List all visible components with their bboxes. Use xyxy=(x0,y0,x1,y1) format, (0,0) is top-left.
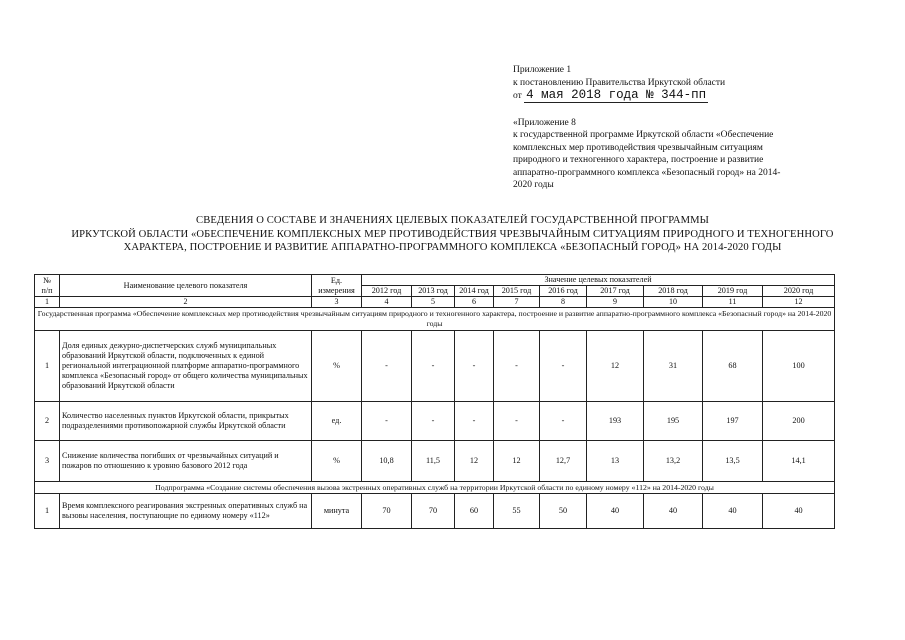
appendix-date-prefix: от xyxy=(513,91,522,101)
row-value: 13 xyxy=(587,441,644,482)
document-title-line: СВЕДЕНИЯ О СОСТАВЕ И ЗНАЧЕНИЯХ ЦЕЛЕВЫХ ПОКАЗАТЕЛЕЙ ГОСУДАРСТВЕННОЙ ПРОГРАММЫ xyxy=(196,215,709,226)
row-value: 40 xyxy=(587,494,644,529)
program-reference-line: к государственной программе Иркутской области «Обеспечение xyxy=(513,130,774,140)
row-value: - xyxy=(362,402,412,441)
column-number: 9 xyxy=(587,297,644,308)
row-value: - xyxy=(362,331,412,402)
row-value: 40 xyxy=(644,494,703,529)
column-number: 12 xyxy=(763,297,835,308)
row-value: - xyxy=(494,402,540,441)
row-value: 195 xyxy=(644,402,703,441)
column-number: 1 xyxy=(35,297,60,308)
section-title: Государственная программа «Обеспечение комплексных мер противодействия чрезвычайным ситуациям природного и техногенного характера, построение и развитие аппаратно-программного комплекса «Безопасный город» на 2014-2020 годы xyxy=(35,308,835,331)
appendix-line-1: Приложение 1 xyxy=(513,65,572,75)
column-number: 5 xyxy=(412,297,455,308)
row-name: Время комплексного реагирования экстренных оперативных служб на вызовы населения, поступающие по единому номеру «112» xyxy=(60,494,312,529)
row-value: 197 xyxy=(703,402,763,441)
row-value: - xyxy=(455,402,494,441)
indicators-table xyxy=(34,274,835,529)
header-year: 2012 год xyxy=(362,286,412,297)
row-value: - xyxy=(412,402,455,441)
column-number: 3 xyxy=(312,297,362,308)
table-row xyxy=(35,494,835,529)
program-reference-line: аппаратно-программного комплекса «Безопасный город» на 2014- xyxy=(513,167,781,178)
document-title-line: ИРКУТСКОЙ ОБЛАСТИ «ОБЕСПЕЧЕНИЕ КОМПЛЕКСНЫХ МЕР ПРОТИВОДЕЙСТВИЯ ЧРЕЗВЫЧАЙНЫМ СИТУАЦИЯМ ПРИРОДНОГО И ТЕХНОГЕННОГО xyxy=(71,228,834,240)
appendix-date-line xyxy=(513,89,843,103)
row-value: 100 xyxy=(763,331,835,402)
program-reference-line: природного и техногенного характера, построение и развитие xyxy=(513,155,764,165)
header-year: 2016 год xyxy=(540,286,587,297)
row-unit: ед. xyxy=(312,402,362,441)
header-year: 2015 год xyxy=(494,286,540,297)
row-value: 40 xyxy=(763,494,835,529)
section-title: Подпрограмма «Создание системы обеспечения вызова экстренных оперативных служб на территории Иркутской области по единому номеру «112» на 2014-2020 годы xyxy=(35,482,835,494)
header-year: 2019 год xyxy=(703,286,763,297)
row-value: 200 xyxy=(763,402,835,441)
row-value: 70 xyxy=(362,494,412,529)
row-value: - xyxy=(540,402,587,441)
row-value: 55 xyxy=(494,494,540,529)
table-row xyxy=(35,331,835,402)
row-num: 2 xyxy=(35,402,60,441)
row-value: 11,5 xyxy=(412,441,455,482)
row-num: 1 xyxy=(35,331,60,402)
appendix-line-2: к постановлению Правительства Иркутской области xyxy=(513,77,726,88)
header-year: 2014 год xyxy=(455,286,494,297)
row-value: 12 xyxy=(494,441,540,482)
program-reference-line: 2020 годы xyxy=(513,180,554,190)
row-name: Количество населенных пунктов Иркутской области, прикрытых подразделениями противопожарной службы Иркутской области xyxy=(60,402,312,441)
row-unit: минута xyxy=(312,494,362,529)
row-num: 1 xyxy=(35,494,60,529)
appendix-date-stamp: 4 мая 2018 года № 344-пп xyxy=(526,88,707,102)
document-title xyxy=(30,214,875,255)
header-year: 2017 год xyxy=(587,286,644,297)
row-name: Доля единых дежурно-диспетчерских служб муниципальных образований Иркутской области, подключенных к единой региональной интеграционной платформе аппаратно-программного комплекса «Безопасный город» от общего количества муниципальных образований Иркутской области xyxy=(60,331,312,402)
header-unit: Ед. измерения xyxy=(312,275,362,297)
row-value: - xyxy=(455,331,494,402)
header-year: 2018 год xyxy=(644,286,703,297)
row-value: 12 xyxy=(455,441,494,482)
row-value: - xyxy=(412,331,455,402)
row-value: 40 xyxy=(703,494,763,529)
row-value: 12,7 xyxy=(540,441,587,482)
table-row xyxy=(35,402,835,441)
row-num: 3 xyxy=(35,441,60,482)
row-value: 14,1 xyxy=(763,441,835,482)
row-value: - xyxy=(540,331,587,402)
column-number: 7 xyxy=(494,297,540,308)
row-value: 50 xyxy=(540,494,587,529)
row-unit: % xyxy=(312,331,362,402)
row-value: 68 xyxy=(703,331,763,402)
column-number: 11 xyxy=(703,297,763,308)
table-row xyxy=(35,441,835,482)
header-name: Наименование целевого показателя xyxy=(60,275,312,297)
header-year: 2020 год xyxy=(763,286,835,297)
column-number: 4 xyxy=(362,297,412,308)
row-unit: % xyxy=(312,441,362,482)
program-reference-line: «Приложение 8 xyxy=(513,117,576,128)
column-number: 10 xyxy=(644,297,703,308)
row-value: 12 xyxy=(587,331,644,402)
row-value: 13,5 xyxy=(703,441,763,482)
header-values-group: Значение целевых показателей xyxy=(362,275,835,286)
row-value: 60 xyxy=(455,494,494,529)
row-value: 10,8 xyxy=(362,441,412,482)
program-reference xyxy=(513,117,843,192)
row-value: 193 xyxy=(587,402,644,441)
row-value: 70 xyxy=(412,494,455,529)
header-num: № п/п xyxy=(35,275,60,297)
document-title-line: ХАРАКТЕРА, ПОСТРОЕНИЕ И РАЗВИТИЕ АППАРАТНО-ПРОГРАММНОГО КОМПЛЕКСА «БЕЗОПАСНЫЙ ГОРОД» НА 2014-2020 ГОДЫ xyxy=(123,242,782,253)
row-name: Снижение количества погибших от чрезвычайных ситуаций и пожаров по отношению к уровню базового 2012 года xyxy=(60,441,312,482)
header-year: 2013 год xyxy=(412,286,455,297)
program-reference-line: комплексных мер противодействия чрезвычайным ситуациям xyxy=(513,142,763,153)
row-value: 31 xyxy=(644,331,703,402)
row-value: - xyxy=(494,331,540,402)
column-number: 6 xyxy=(455,297,494,308)
column-number: 8 xyxy=(540,297,587,308)
appendix-block xyxy=(513,64,843,192)
row-value: 13,2 xyxy=(644,441,703,482)
column-number: 2 xyxy=(60,297,312,308)
